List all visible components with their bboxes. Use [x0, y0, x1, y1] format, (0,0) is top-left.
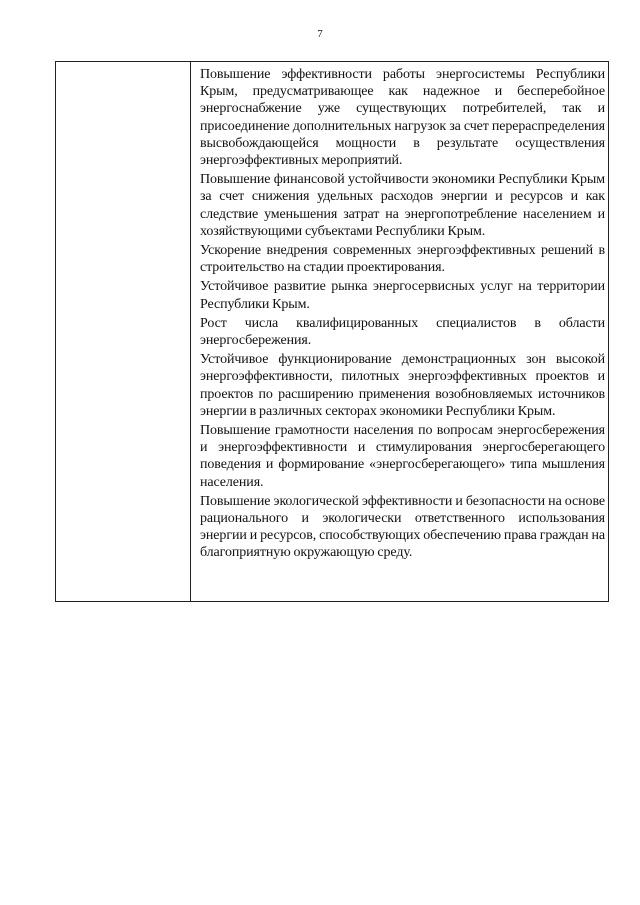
document-table	[55, 61, 609, 602]
table-right-cell	[191, 62, 608, 601]
table-left-cell	[56, 62, 191, 601]
paragraph-construction-solutions: Ускорение внедрения современных энергоэффективных решений в строительство на стадии проектирования.	[200, 243, 605, 276]
paragraph-population-literacy: Повышение грамотности населения по вопросам энергосбережения и энергоэффективности и стимулирования энергосберегающего поведения и формирование «энергосберегающего» типа мышления населения.	[200, 423, 605, 490]
paragraph-energy-service-market: Устойчивое развитие рынка энергосервисных услуг на территории Республики Крым.	[200, 279, 605, 312]
paragraph-financial-stability: Повышение финансовой устойчивости экономики Республики Крым за счет снижения удельных расходов энергии и ресурсов и как следствие уменьшения затрат на энергопотребление населением и хозяйствующими субъектами Республики Крым.	[200, 172, 605, 239]
page-number: 7	[317, 28, 323, 40]
paragraph-energy-system-efficiency: Повышение эффективности работы энергосистемы Республики Крым, предусматривающее как надежное и бесперебойное энергоснабжение уже существующих потребителей, так и присоединение дополнительных нагрузок за счет перераспределения высвобождающейся мощности в результате осуществления энергоэффективных мероприятий.	[200, 67, 605, 169]
paragraph-qualified-specialists: Рост числа квалифицированных специалистов в области энергосбережения.	[200, 315, 605, 349]
paragraph-demonstration-zones: Устойчивое функционирование демонстрационных зон высокой энергоэффективности, пилотных энергоэффективных проектов и проектов по расширению применения возобновляемых источников энергии в различных секторах экономики Республики Крым.	[200, 352, 605, 419]
paragraph-ecological-efficiency: Повышение экологической эффективности и безопасности на основе рационального и экологически ответственного использования энергии и ресурсов, способствующих обеспечению права граждан на благоприятную окружающую среду.	[200, 493, 605, 561]
